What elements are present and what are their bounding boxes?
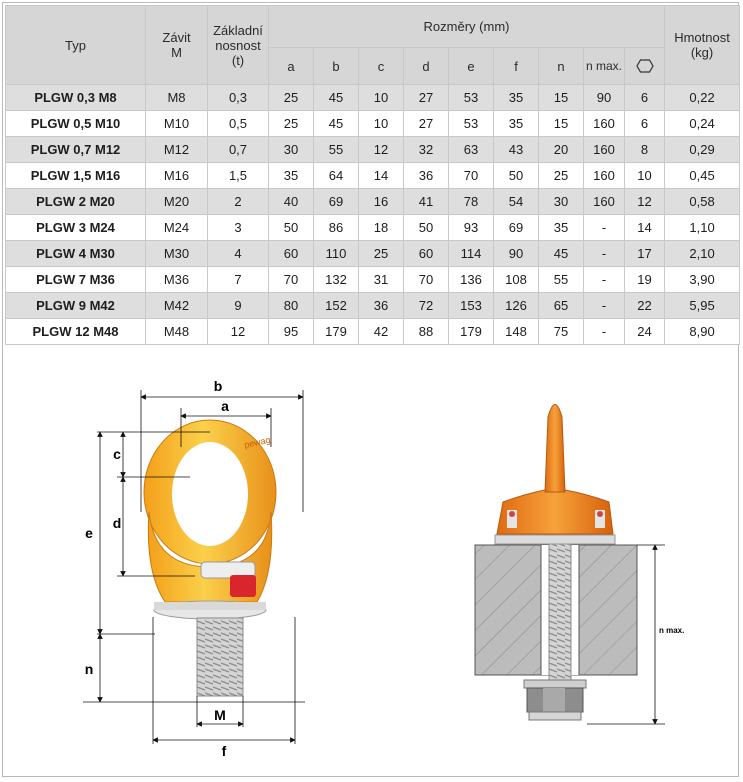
table-cell: 5,95	[665, 293, 740, 319]
table-cell: 45	[539, 241, 584, 267]
table-cell: PLGW 12 M48	[6, 319, 146, 345]
table-cell: 80	[269, 293, 314, 319]
table-cell: -	[584, 241, 625, 267]
dim-label-d: d	[112, 515, 122, 531]
table-cell: 179	[449, 319, 494, 345]
table-cell: PLGW 2 M20	[6, 189, 146, 215]
table-cell: 45	[314, 85, 359, 111]
table-cell: PLGW 3 M24	[6, 215, 146, 241]
table-cell: 60	[404, 241, 449, 267]
dim-label-M: M	[214, 707, 226, 723]
table-cell: 88	[404, 319, 449, 345]
table-cell: 110	[314, 241, 359, 267]
table-cell: 42	[359, 319, 404, 345]
header-typ: Typ	[6, 6, 146, 85]
table-cell: 160	[584, 137, 625, 163]
table-cell: 70	[269, 267, 314, 293]
table-row	[6, 319, 740, 345]
table-cell: 2,10	[665, 241, 740, 267]
table-cell: 9	[208, 293, 269, 319]
table-cell: 40	[269, 189, 314, 215]
table-cell: 41	[404, 189, 449, 215]
table-cell: 15	[539, 111, 584, 137]
table-cell: 0,29	[665, 137, 740, 163]
table-cell: 25	[539, 163, 584, 189]
table-cell: 69	[314, 189, 359, 215]
table-row	[6, 267, 740, 293]
header-nosnost-line2: nosnost	[215, 37, 261, 53]
table-cell: PLGW 7 M36	[6, 267, 146, 293]
header-zavit	[146, 6, 208, 85]
table-cell: 10	[359, 85, 404, 111]
table-cell: 63	[449, 137, 494, 163]
table-cell: 43	[494, 137, 539, 163]
table-cell: 12	[208, 319, 269, 345]
eyebolt-illustration	[144, 420, 276, 696]
table-cell: 53	[449, 111, 494, 137]
table-cell: 20	[539, 137, 584, 163]
table-cell: 0,22	[665, 85, 740, 111]
installed-bolt-illustration	[475, 405, 637, 721]
table-cell: 31	[359, 267, 404, 293]
table-cell: 45	[314, 111, 359, 137]
table-row	[6, 293, 740, 319]
table-cell: 50	[494, 163, 539, 189]
spec-table	[5, 5, 740, 345]
header-dim-b: b	[314, 48, 359, 85]
table-cell: 152	[314, 293, 359, 319]
table-cell: 160	[584, 163, 625, 189]
table-row	[6, 215, 740, 241]
table-cell: 53	[449, 85, 494, 111]
table-cell: -	[584, 293, 625, 319]
table-cell: 12	[625, 189, 665, 215]
table-cell: 36	[404, 163, 449, 189]
table-cell: 69	[494, 215, 539, 241]
table-cell: 35	[269, 163, 314, 189]
table-cell: M42	[146, 293, 208, 319]
table-cell: 0,58	[665, 189, 740, 215]
table-cell: 108	[494, 267, 539, 293]
table-cell: 10	[359, 111, 404, 137]
table-cell: 55	[314, 137, 359, 163]
table-cell: 14	[625, 215, 665, 241]
table-cell: M10	[146, 111, 208, 137]
table-cell: 4	[208, 241, 269, 267]
header-dim-f: f	[494, 48, 539, 85]
table-cell: -	[584, 319, 625, 345]
table-cell: 0,5	[208, 111, 269, 137]
table-cell: 65	[539, 293, 584, 319]
table-cell: 136	[449, 267, 494, 293]
table-cell: PLGW 1,5 M16	[6, 163, 146, 189]
header-hmotnost-line1: Hmotnost	[674, 30, 730, 45]
header-nosnost-line1: Základní	[213, 22, 263, 38]
table-cell: -	[584, 215, 625, 241]
table-cell: 30	[539, 189, 584, 215]
table-cell: 0,24	[665, 111, 740, 137]
table-cell: PLGW 0,5 M10	[6, 111, 146, 137]
table-cell: M20	[146, 189, 208, 215]
table-cell: 12	[359, 137, 404, 163]
dim-label-nmax: n max.	[659, 626, 685, 635]
table-cell: 95	[269, 319, 314, 345]
dim-label-n: n	[84, 661, 94, 677]
table-cell: 35	[539, 215, 584, 241]
table-cell: PLGW 0,7 M12	[6, 137, 146, 163]
table-cell: M36	[146, 267, 208, 293]
table-row	[6, 163, 740, 189]
table-cell: 35	[494, 85, 539, 111]
table-cell: 6	[625, 85, 665, 111]
table-cell: 24	[625, 319, 665, 345]
table-row	[6, 137, 740, 163]
table-cell: 60	[269, 241, 314, 267]
header-dim-c: c	[359, 48, 404, 85]
table-cell: 114	[449, 241, 494, 267]
table-cell: 75	[539, 319, 584, 345]
table-row	[6, 189, 740, 215]
dim-label-b: b	[213, 378, 223, 394]
table-cell: 160	[584, 189, 625, 215]
table-cell: 0,7	[208, 137, 269, 163]
table-cell: -	[584, 267, 625, 293]
table-cell: 70	[449, 163, 494, 189]
table-cell: 72	[404, 293, 449, 319]
table-cell: 50	[404, 215, 449, 241]
table-cell: 50	[269, 215, 314, 241]
table-cell: 148	[494, 319, 539, 345]
header-nosnost	[208, 6, 269, 85]
table-row	[6, 111, 740, 137]
table-cell: 18	[359, 215, 404, 241]
table-cell: 55	[539, 267, 584, 293]
table-cell: PLGW 4 M30	[6, 241, 146, 267]
table-cell: M16	[146, 163, 208, 189]
table-cell: 7	[208, 267, 269, 293]
table-cell: M8	[146, 85, 208, 111]
table-cell: 54	[494, 189, 539, 215]
table-cell: 160	[584, 111, 625, 137]
table-row	[6, 85, 740, 111]
table-cell: 19	[625, 267, 665, 293]
table-cell: 3	[208, 215, 269, 241]
table-cell: 153	[449, 293, 494, 319]
table-cell: 90	[584, 85, 625, 111]
table-cell: 25	[359, 241, 404, 267]
table-cell: 93	[449, 215, 494, 241]
product-drawing	[5, 362, 739, 772]
dim-label-c: c	[113, 446, 121, 462]
table-cell: 8	[625, 137, 665, 163]
table-cell: 14	[359, 163, 404, 189]
table-cell: 6	[625, 111, 665, 137]
header-hmotnost	[665, 6, 740, 85]
table-cell: M30	[146, 241, 208, 267]
header-rozmery: Rozměry (mm)	[269, 6, 665, 48]
table-cell: 3,90	[665, 267, 740, 293]
dim-label-a: a	[221, 398, 229, 414]
table-cell: 27	[404, 85, 449, 111]
table-cell: PLGW 9 M42	[6, 293, 146, 319]
header-dim-d: d	[404, 48, 449, 85]
table-row	[6, 241, 740, 267]
brand-logo-text: pewag	[243, 434, 272, 450]
table-cell: 2	[208, 189, 269, 215]
table-cell: 70	[404, 267, 449, 293]
table-cell: M48	[146, 319, 208, 345]
header-zavit-line1: Závit	[162, 30, 191, 45]
table-cell: 17	[625, 241, 665, 267]
table-cell: 22	[625, 293, 665, 319]
table-cell: 35	[494, 111, 539, 137]
header-hmotnost-line2: (kg)	[690, 45, 714, 60]
table-cell: 32	[404, 137, 449, 163]
table-cell: 1,5	[208, 163, 269, 189]
table-cell: 10	[625, 163, 665, 189]
table-cell: 90	[494, 241, 539, 267]
table-cell: 0,3	[208, 85, 269, 111]
header-dim-nmax: n max.	[584, 48, 625, 85]
table-cell: M24	[146, 215, 208, 241]
header-dim-e: e	[449, 48, 494, 85]
table-cell: 36	[359, 293, 404, 319]
table-cell: 25	[269, 85, 314, 111]
table-cell: 1,10	[665, 215, 740, 241]
table-cell: 15	[539, 85, 584, 111]
table-cell: 179	[314, 319, 359, 345]
table-cell: 132	[314, 267, 359, 293]
table-cell: 25	[269, 111, 314, 137]
table-cell: 64	[314, 163, 359, 189]
table-cell: M12	[146, 137, 208, 163]
header-dim-n: n	[539, 48, 584, 85]
header-hex	[625, 48, 665, 85]
table-cell: 126	[494, 293, 539, 319]
table-cell: 27	[404, 111, 449, 137]
table-cell: 86	[314, 215, 359, 241]
header-nosnost-line3: (t)	[231, 52, 245, 68]
table-cell: PLGW 0,3 M8	[6, 85, 146, 111]
dim-label-e: e	[85, 525, 93, 541]
table-cell: 30	[269, 137, 314, 163]
header-dim-a: a	[269, 48, 314, 85]
table-cell: 8,90	[665, 319, 740, 345]
table-cell: 0,45	[665, 163, 740, 189]
hexagon-icon	[636, 59, 654, 73]
table-cell: 16	[359, 189, 404, 215]
table-cell: 78	[449, 189, 494, 215]
dim-label-f: f	[221, 743, 227, 759]
header-zavit-line2: M	[171, 45, 182, 60]
